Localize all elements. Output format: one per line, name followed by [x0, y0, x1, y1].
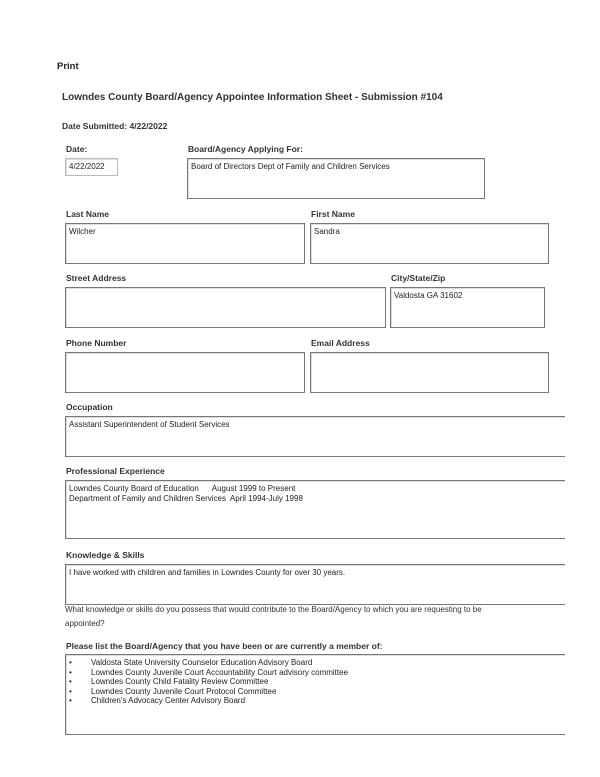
last-name-field[interactable]: Wilcher — [65, 223, 305, 264]
experience-line: Department of Family and Children Services April 1994-July 1998 — [69, 494, 303, 503]
phone-label: Phone Number — [66, 338, 127, 348]
experience-label: Professional Experience — [66, 466, 165, 476]
memberships-field[interactable] — [65, 654, 565, 735]
street-label: Street Address — [66, 273, 127, 283]
first-name-field[interactable]: Sandra — [310, 223, 549, 264]
knowledge-help: What knowledge or skills do you possess that would contribute to the Board/Agency to which you are requesting to be — [65, 605, 482, 614]
print-link[interactable]: Print — [57, 61, 79, 72]
email-field[interactable] — [310, 352, 549, 393]
knowledge-field[interactable]: I have worked with children and families in Lowndes County for over 30 years. — [65, 564, 565, 605]
first-name-label: First Name — [311, 209, 355, 219]
board-field[interactable]: Board of Directors Dept of Family and Children Services — [187, 158, 485, 199]
last-name-label: Last Name — [66, 209, 109, 219]
board-label: Board/Agency Applying For: — [188, 144, 303, 154]
occupation-field[interactable]: Assistant Superintendent of Student Services — [65, 416, 565, 457]
page-title: Lowndes County Board/Agency Appointee Information Sheet - Submission #104 — [62, 92, 443, 103]
occupation-label: Occupation — [66, 402, 113, 412]
list-item: • Lowndes County Juvenile Court Accountability Court advisory committee — [69, 668, 562, 678]
experience-line: Lowndes County Board of Education August 1999 to Present — [69, 484, 296, 493]
email-label: Email Address — [311, 338, 370, 348]
list-item: • Valdosta State University Counselor Education Advisory Board — [69, 658, 562, 668]
date-field[interactable]: 4/22/2022 — [65, 158, 118, 176]
street-field[interactable] — [65, 287, 386, 328]
city-field[interactable]: Valdosta GA 31602 — [390, 287, 545, 328]
date-label: Date: — [66, 144, 88, 154]
phone-field[interactable] — [65, 352, 305, 393]
list-item: • Lowndes County Child Fatality Review Committee — [69, 677, 562, 687]
experience-field[interactable] — [65, 480, 565, 539]
city-label: City/State/Zip — [391, 273, 446, 283]
memberships-label: Please list the Board/Agency that you have been or are currently a member of: — [66, 641, 383, 651]
knowledge-label: Knowledge & Skills — [66, 550, 145, 560]
list-item: • Children's Advocacy Center Advisory Board — [69, 696, 562, 706]
knowledge-help-cont: appointed? — [65, 619, 105, 628]
date-submitted: Date Submitted: 4/22/2022 — [62, 121, 168, 131]
list-item: • Lowndes County Juvenile Court Protocol Committee — [69, 687, 562, 697]
